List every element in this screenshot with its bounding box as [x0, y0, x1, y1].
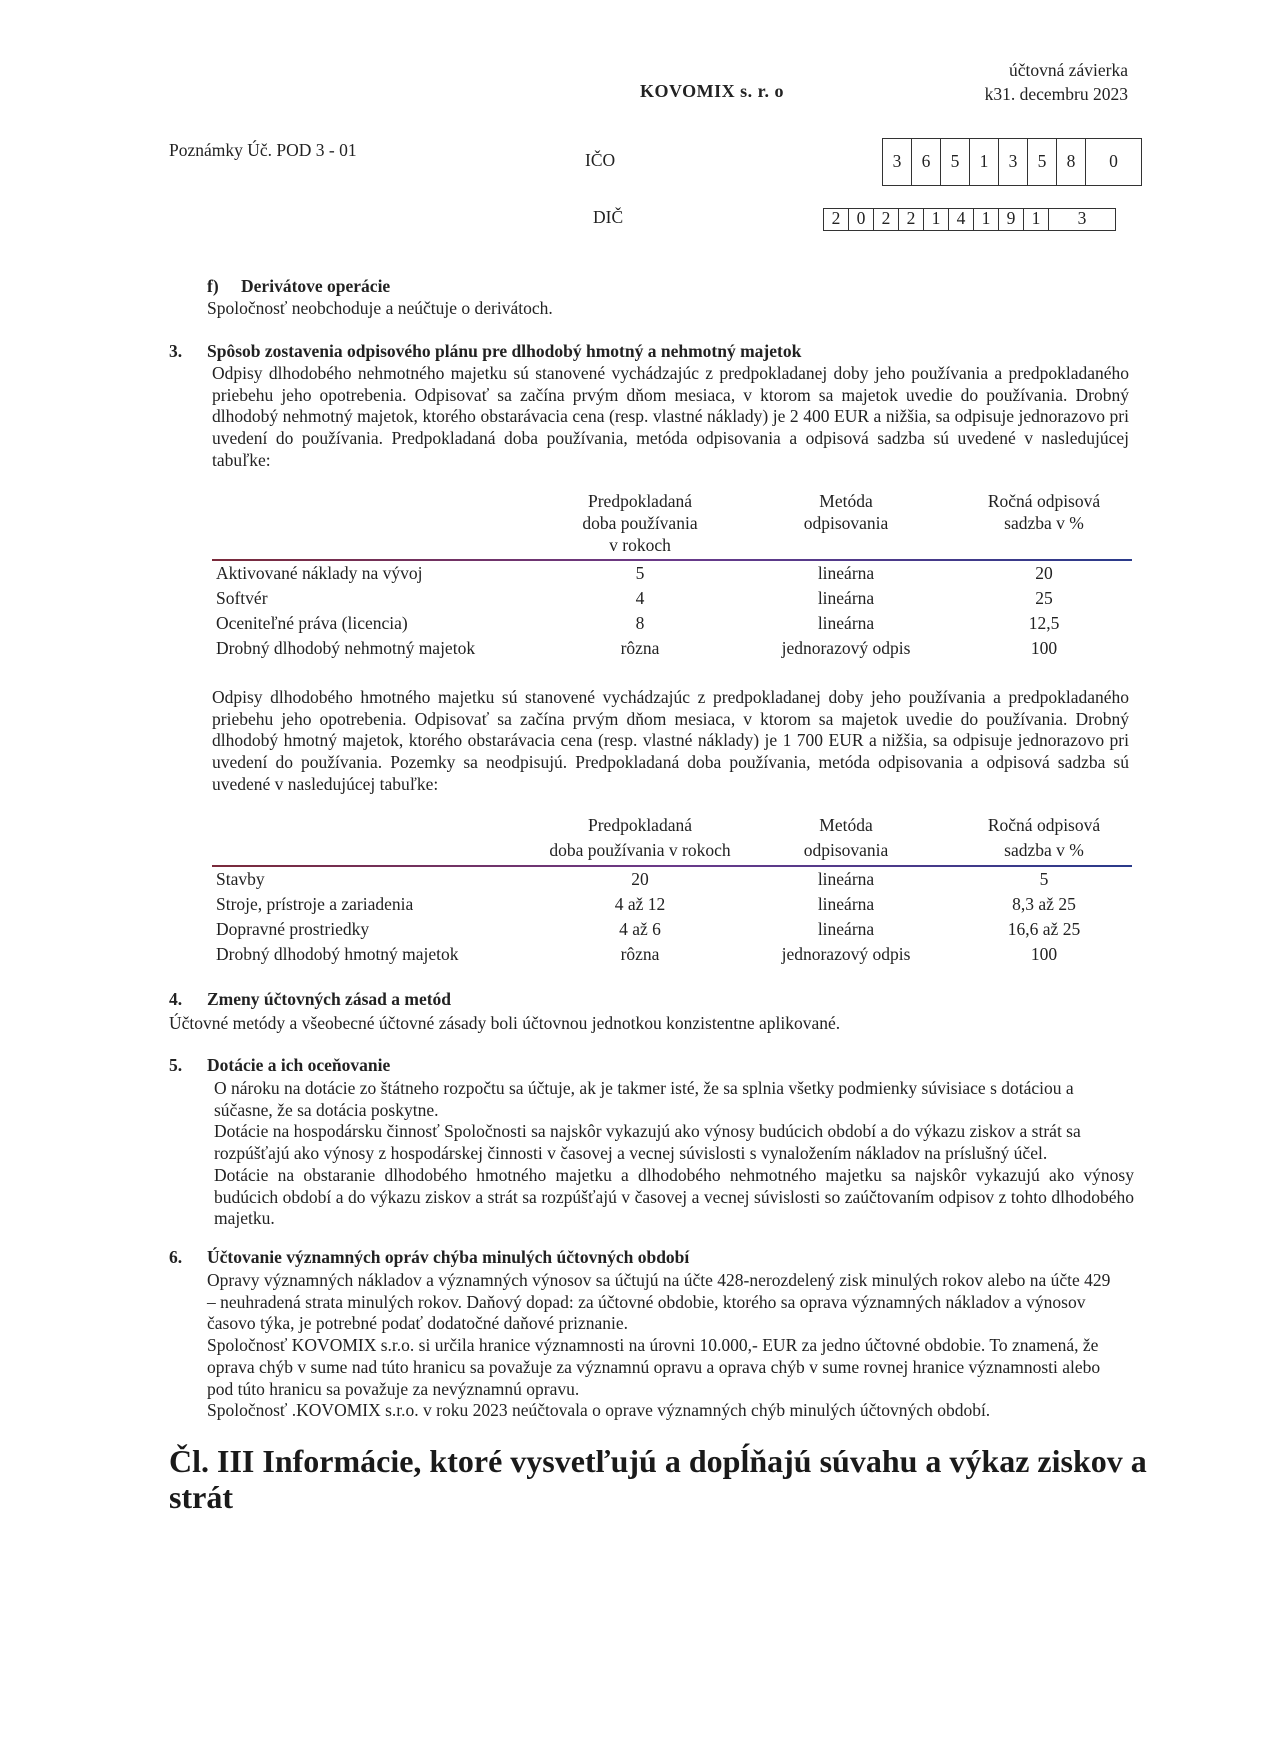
- useful-life: 4: [635, 588, 645, 608]
- section-5-para2: Dotácie na hospodársku činnosť Spoločnosti sa najskôr vykazujú ako výnosy budúcich období a do výkazu ziskov a strát sa rozpúšťajú ako výnosy z hospodárskej činnosti v časovej a vecnej súvislosti s vynaložením nákladov na príslušný účel.: [214, 1121, 1081, 1164]
- section-5-number: 5.: [169, 1055, 183, 1075]
- section-4-text: Účtovné metódy a všeobecné účtovné zásady boli účtovnou jednotkou konzistentne aplikované.: [169, 1013, 841, 1033]
- dic-digit: 2: [824, 209, 849, 230]
- column-header-line: Predpokladaná: [587, 491, 692, 511]
- section-6-body: [207, 1270, 1122, 1422]
- ico-digit: 8: [1057, 139, 1086, 185]
- depreciation-method: lineárna: [817, 563, 875, 583]
- depreciation-method: lineárna: [817, 919, 875, 939]
- dic-digit: 2: [874, 209, 899, 230]
- column-header-line: sadzba v %: [1004, 840, 1084, 860]
- section-5-para3: Dotácie na obstaranie dlhodobého hmotného majetku a dlhodobého nehmotného majetku sa najskôr vykazujú ako výnosy budúcich období a do výkazu ziskov a strát sa rozpúšťajú v časovej a vecnej súvislosti so zaúčtovaním odpisov z tohto dlhodobého majetku.: [214, 1164, 1134, 1229]
- depreciation-method: lineárna: [817, 869, 875, 889]
- asset-type: Aktivované náklady na vývoj: [216, 563, 423, 583]
- useful-life: rôzna: [620, 944, 660, 964]
- useful-life: 4 až 12: [614, 894, 666, 914]
- column-header-line: Ročná odpisová: [987, 491, 1101, 511]
- asset-type: Stavby: [216, 869, 265, 889]
- dic-digit: 1: [1024, 209, 1049, 230]
- depreciation-method: jednorazový odpis: [781, 638, 911, 658]
- section-3-number: 3.: [169, 341, 183, 361]
- report-type: účtovná závierka: [1008, 60, 1128, 80]
- depreciation-method: lineárna: [817, 613, 875, 633]
- column-header: [582, 490, 697, 556]
- column-header-line: Predpokladaná: [587, 815, 692, 835]
- ico-digit: 3: [883, 139, 912, 185]
- report-header: [985, 58, 1128, 106]
- ico-digit: 1: [970, 139, 999, 185]
- intangible-depreciation-table: [212, 490, 1132, 661]
- dic-digit: 2: [899, 209, 924, 230]
- annual-rate: 16,6 až 25: [1007, 919, 1081, 939]
- report-date: k31. decembru 2023: [984, 84, 1128, 104]
- section-4-heading: Zmeny účtovných zásad a metód: [207, 989, 452, 1009]
- annual-rate: 25: [1035, 588, 1053, 608]
- tangible-depreciation-table: [212, 813, 1132, 967]
- column-header-line: doba používania v rokoch: [549, 840, 731, 860]
- annual-rate: 5: [1039, 869, 1049, 889]
- ico-boxes: [882, 138, 1142, 186]
- table-row: [212, 917, 1132, 942]
- table-header: [212, 490, 1132, 559]
- asset-type: Oceniteľné práva (licencia): [216, 613, 408, 633]
- column-header: [549, 813, 730, 863]
- dic-digit: 0: [849, 209, 874, 230]
- ico-digit: 5: [1028, 139, 1057, 185]
- section-3-para2: Odpisy dlhodobého hmotného majetku sú stanovené vychádzajúc z predpokladanej doby jeho používania a predpokladaného priebehu jeho opotrebenia. Odpisovať sa začína prvým dňom mesiaca, v ktorom sa majetok uvedie do používania. Drobný dlhodobý hmotný majetok, ktorého obstarávacia cena (resp. vlastné náklady) je 1 700 EUR a nižšia, sa odpisuje jednorazovo pri uvedení do používania. Pozemky sa neodpisujú. Predpokladaná doba používania, metóda odpisovania a odpisová sadzba sú uvedené v nasledujúcej tabuľke:: [212, 687, 1129, 794]
- section-5-para1: O nároku na dotácie zo štátneho rozpočtu sa účtuje, ak je takmer isté, že sa splnia všetky podmienky súvisiace s dotáciou a súčasne, že sa dotácia poskytne.: [214, 1078, 1074, 1120]
- table-row: [212, 636, 1132, 661]
- column-header-line: Metóda: [819, 815, 873, 835]
- annual-rate: 8,3 až 25: [1012, 894, 1076, 914]
- column-header: [804, 490, 889, 534]
- section-6-para3: Spoločnosť .KOVOMIX s.r.o. v roku 2023 neúčtovala o oprave významných chýb minulých účtovných období.: [207, 1400, 991, 1421]
- section-5-body: [214, 1078, 1134, 1230]
- column-header: [988, 490, 1100, 534]
- ico-digit: 6: [912, 139, 941, 185]
- section-6-heading: Účtovanie významných opráv chýba minulých účtovných období: [207, 1247, 690, 1267]
- dic-digit: 1: [924, 209, 949, 230]
- section-6-para1: Opravy významných nákladov a významných výnosov sa účtujú na účte 428-nerozdelený zisk minulých rokov alebo na účte 429 – neuhradená strata minulých rokov. Daňový dopad: za účtovné obdobie, ktorého sa oprava významných nákladov a výnosov časovo týka, je potrebné podať dodatočné daňové priznanie.: [207, 1270, 1111, 1334]
- useful-life: 8: [635, 613, 645, 633]
- annual-rate: 100: [1030, 638, 1058, 658]
- table-row: [212, 892, 1132, 917]
- asset-type: Dopravné prostriedky: [216, 919, 370, 939]
- annual-rate: 12,5: [1028, 613, 1060, 633]
- ico-digit: 3: [999, 139, 1028, 185]
- asset-type: Drobný dlhodobý hmotný majetok: [216, 944, 459, 964]
- section-f-marker: f): [207, 276, 219, 296]
- column-header: [988, 813, 1100, 863]
- section-6-para2: Spoločnosť KOVOMIX s.r.o. si určila hranice významnosti na úrovni 10.000,- EUR za jedno účtovné obdobie. To znamená, že oprava chýb v sume nad túto hranicu sa považuje za významnú opravu a oprava chýb v sume rovnej hranice významnosti alebo pod túto hranicu sa považuje za nevýznamnú opravu.: [207, 1335, 1101, 1399]
- section-f-heading: [207, 276, 390, 297]
- ico-label: IČO: [585, 150, 616, 170]
- column-header-line: v rokoch: [609, 535, 671, 555]
- dic-digit: 3: [1077, 208, 1087, 228]
- asset-type: Stroje, prístroje a zariadenia: [216, 894, 414, 914]
- asset-type: Drobný dlhodobý nehmotný majetok: [216, 638, 476, 658]
- useful-life: 20: [631, 869, 649, 889]
- useful-life: 4 až 6: [619, 919, 661, 939]
- depreciation-method: lineárna: [817, 588, 875, 608]
- section-3-heading: Spôsob zostavenia odpisového plánu pre dlhodobý hmotný a nehmotný majetok: [207, 341, 802, 361]
- table-row: [212, 942, 1132, 967]
- company-name: KOVOMIX s. r. o: [640, 81, 784, 101]
- table-row: [212, 611, 1132, 636]
- column-header-line: odpisovania: [803, 840, 889, 860]
- annual-rate: 20: [1035, 563, 1053, 583]
- column-header-line: odpisovania: [803, 513, 889, 533]
- column-header-line: doba používania: [582, 513, 698, 533]
- dic-boxes: [823, 208, 1116, 231]
- dic-digit: 1: [974, 209, 999, 230]
- section-5-heading: Dotácie a ich oceňovanie: [207, 1055, 391, 1075]
- useful-life: rôzna: [620, 638, 660, 658]
- column-header-line: Ročná odpisová: [987, 815, 1101, 835]
- dic-label: DIČ: [593, 207, 624, 227]
- section-f-text: Spoločnosť neobchoduje a neúčtuje o derivátoch.: [207, 298, 553, 318]
- ico-digit: 0: [1109, 151, 1118, 171]
- dic-digit: 9: [999, 209, 1024, 230]
- section-6-number: 6.: [169, 1247, 183, 1267]
- section-4-number: 4.: [169, 989, 183, 1009]
- table-row: [212, 561, 1132, 586]
- dic-digit: 4: [949, 209, 974, 230]
- table-row: [212, 867, 1132, 892]
- notes-label: Poznámky Úč. POD 3 - 01: [169, 140, 357, 160]
- ico-digit: 5: [941, 139, 970, 185]
- column-header-line: sadzba v %: [1004, 513, 1084, 533]
- chapter-title: Čl. III Informácie, ktoré vysvetľujú a dopĺňajú súvahu a výkaz ziskov a strát: [169, 1443, 1147, 1515]
- column-header: [804, 813, 889, 863]
- depreciation-method: jednorazový odpis: [781, 944, 911, 964]
- table-row: [212, 586, 1132, 611]
- depreciation-method: lineárna: [817, 894, 875, 914]
- section-3-para1: Odpisy dlhodobého nehmotného majetku sú stanovené vychádzajúc z predpokladanej doby jeho používania a predpokladaného priebehu jeho opotrebenia. Odpisovať sa začína prvým dňom mesiaca, v ktorom sa majetok uvedie do používania. Drobný dlhodobý nehmotný majetok, ktorého obstarávacia cena (resp. vlastné náklady) je 2 400 EUR a nižšia, sa odpisuje jednorazovo pri uvedení do používania. Predpokladaná doba používania, metóda odpisovania a odpisová sadzba sú uvedené v nasledujúcej tabuľke:: [212, 363, 1129, 470]
- table-header: [212, 813, 1132, 865]
- useful-life: 5: [635, 563, 645, 583]
- column-header-line: Metóda: [819, 491, 873, 511]
- annual-rate: 100: [1030, 944, 1058, 964]
- asset-type: Softvér: [216, 588, 268, 608]
- section-f-title: Derivátove operácie: [241, 276, 391, 296]
